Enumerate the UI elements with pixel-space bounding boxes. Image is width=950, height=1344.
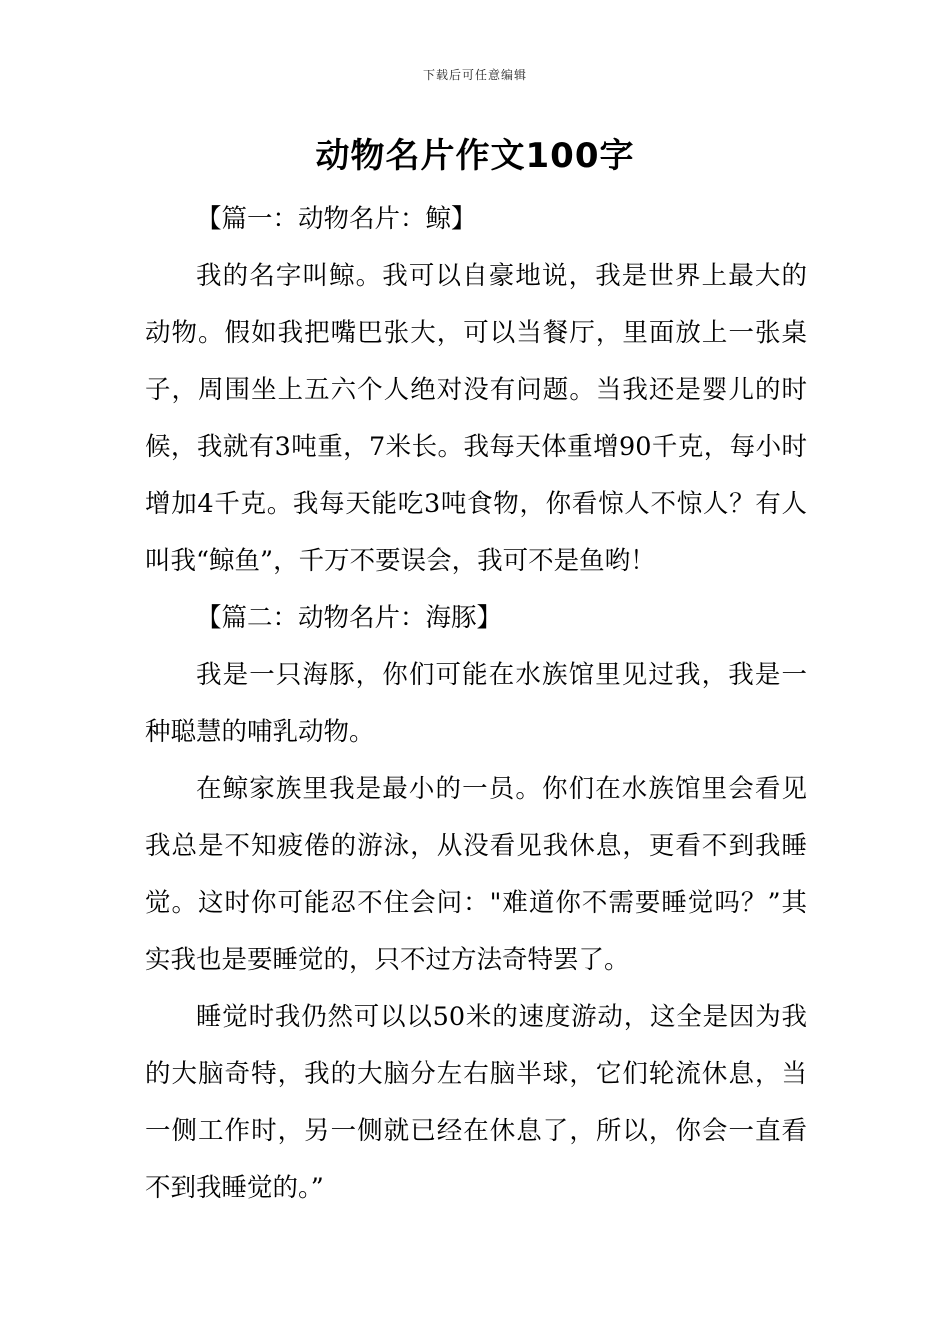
paragraph-dolphin-intro: 我是一只海豚，你们可能在水族馆里见过我，我是一种聪慧的哺乳动物。	[145, 660, 807, 747]
paragraph-whale: 我的名字叫鲸。我可以自豪地说，我是世界上最大的动物。假如我把嘴巴张大，可以当餐厅，里面放上一张桌子，周围坐上五六个人绝对没有问题。当我还是婴儿的时候，我就有3吨重，7米长。我每天体重增90千克，每小时增加4千克。我每天能吃3吨食物，你看惊人不惊人？有人叫我“鲸鱼”，千万不要误会，我可不是鱼哟！	[145, 261, 807, 576]
document-body	[145, 191, 807, 1217]
paragraph-dolphin-family: 在鲸家族里我是最小的一员。你们在水族馆里会看见我总是不知疲倦的游泳，从没看见我休息，更看不到我睡觉。这时你可能忍不住会问："难道你不需要睡觉吗？”其实我也是要睡觉的，只不过方法奇特罢了。	[145, 774, 807, 975]
section-heading-1: 【篇一：动物名片：鲸】	[196, 204, 477, 234]
section-heading-2: 【篇二：动物名片：海豚】	[196, 603, 503, 633]
document-title: 动物名片作文100字	[315, 136, 635, 176]
header-note: 下载后可任意编辑	[422, 68, 527, 82]
paragraph-dolphin-sleep: 睡觉时我仍然可以以50米的速度游动，这全是因为我的大脑奇特，我的大脑分左右脑半球，它们轮流休息，当一侧工作时，另一侧就已经在休息了，所以，你会一直看不到我睡觉的。”	[145, 1002, 807, 1203]
